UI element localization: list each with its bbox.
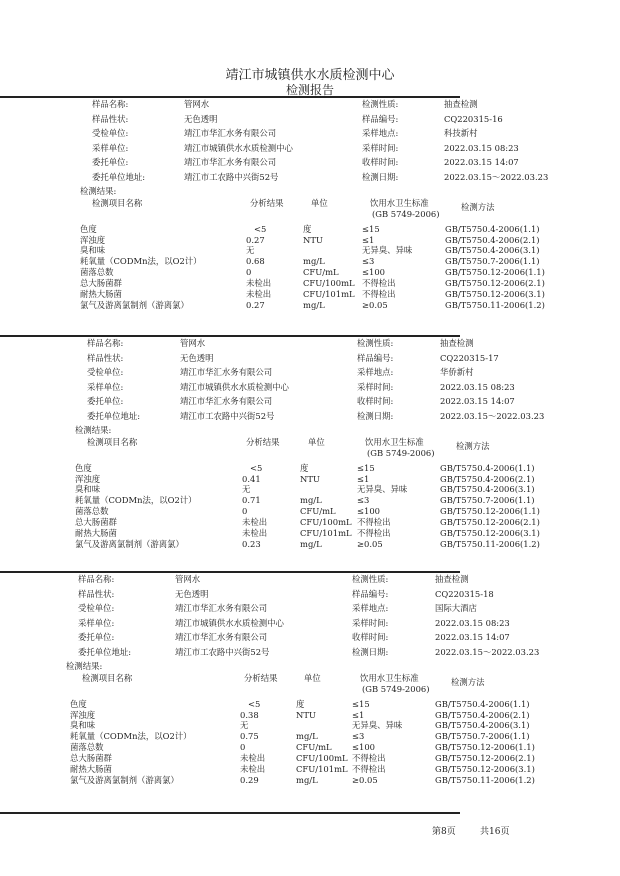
meta-value-sample-trait: 无色透明	[180, 352, 214, 363]
result-unit: CFU/101mL	[303, 289, 355, 299]
result-value: 未检出	[246, 278, 272, 289]
result-item: 色度	[70, 698, 87, 709]
result-standard: ≤15	[362, 223, 380, 234]
result-method: GB/T5750.12-2006(1.1)	[440, 506, 540, 517]
meta-label-sample-no: 样品编号:	[357, 352, 394, 363]
result-value: 0.38	[240, 709, 259, 720]
conclusion-label: 检测结果:	[75, 424, 112, 435]
col-header-std: 饮用水卫生标准	[365, 436, 424, 447]
result-unit: 度	[296, 698, 305, 709]
result-standard: ≥0.05	[352, 774, 378, 785]
result-item: 氯气及游离氯制剂（游离氯）	[70, 774, 179, 785]
col-header-item: 检测项目名称	[87, 436, 138, 447]
meta-value-commissioned: 靖江市华汇水务有限公司	[184, 128, 277, 139]
result-value: 0	[246, 267, 252, 278]
section-top-rule	[0, 571, 460, 573]
result-method: GB/T5750.4-2006(1.1)	[445, 223, 540, 234]
meta-label-sampler: 采样单位:	[92, 142, 129, 153]
result-method: GB/T5750.4-2006(3.1)	[445, 245, 540, 256]
col-header-method: 检测方法	[456, 440, 490, 451]
result-method: GB/T5750.12-2006(2.1)	[445, 278, 545, 289]
result-unit: mg/L	[296, 774, 318, 785]
col-header-item: 检测项目名称	[82, 672, 133, 683]
result-method: GB/T5750.4-2006(2.1)	[445, 234, 540, 245]
result-method: GB/T5750.12-2006(3.1)	[435, 764, 535, 774]
result-value: 未检出	[246, 289, 272, 299]
result-item: 臭和味	[80, 245, 106, 256]
result-unit: CFU/100mL	[303, 278, 355, 289]
meta-value-test-date: 2022.03.15～2022.03.23	[440, 411, 545, 421]
result-unit: CFU/mL	[296, 742, 332, 753]
bottom-rule	[0, 812, 460, 814]
result-item: 浑浊度	[80, 234, 106, 245]
meta-label-sampler: 采样单位:	[87, 381, 124, 392]
meta-value-site: 科技新村	[444, 128, 478, 139]
result-unit: 度	[303, 223, 312, 234]
result-value: 0.27	[246, 234, 265, 245]
meta-value-sampler: 靖江市城镇供水水质检测中心	[184, 142, 293, 153]
meta-value-test-date: 2022.03.15～2022.03.23	[444, 172, 549, 182]
result-item: 菌落总数	[70, 742, 104, 753]
result-method: GB/T5750.11-2006(1.2)	[445, 299, 545, 310]
meta-label-test-date: 检测日期:	[352, 647, 389, 657]
col-header-std: 饮用水卫生标准	[370, 197, 429, 208]
result-value: 0	[240, 742, 246, 753]
meta-label-site: 采样地点:	[362, 128, 399, 139]
col-header-unit: 单位	[304, 672, 321, 683]
report-subtitle: 检测报告	[285, 83, 334, 97]
result-method: GB/T5750.12-2006(2.1)	[435, 753, 535, 764]
result-value: 0.68	[246, 256, 265, 267]
meta-value-receive-time: 2022.03.15 14:07	[435, 632, 510, 643]
result-item: 菌落总数	[80, 267, 114, 278]
result-method: GB/T5750.12-2006(3.1)	[440, 528, 540, 538]
meta-value-sample-name: 管网水	[175, 574, 201, 584]
meta-value-commissioned: 靖江市华汇水务有限公司	[180, 367, 273, 378]
meta-value-client-addr: 靖江市工农路中兴街52号	[175, 647, 270, 657]
meta-label-site: 采样地点:	[352, 603, 389, 614]
meta-label-client: 委托单位:	[92, 157, 129, 168]
page-number: 第8页	[432, 827, 456, 837]
meta-value-receive-time: 2022.03.15 14:07	[440, 396, 515, 407]
meta-label-commissioned: 受检单位:	[92, 128, 129, 139]
result-item: 色度	[80, 223, 97, 234]
section-top-rule	[0, 335, 460, 337]
meta-label-sample-trait: 样品性状:	[87, 352, 124, 363]
result-standard: 不得检出	[352, 753, 386, 764]
meta-value-commissioned: 靖江市华汇水务有限公司	[175, 603, 268, 614]
meta-value-client: 靖江市华汇水务有限公司	[184, 157, 277, 168]
result-item: 总大肠菌群	[80, 278, 122, 289]
result-item: 臭和味	[70, 720, 96, 731]
result-standard: ≤15	[357, 462, 375, 473]
col-header-std-sub: (GB 5749-2006)	[372, 208, 440, 219]
result-unit: CFU/100mL	[300, 517, 352, 528]
result-standard: 不得检出	[357, 528, 391, 538]
meta-value-sample-trait: 无色透明	[184, 113, 218, 124]
result-method: GB/T5750.7-2006(1.1)	[435, 731, 530, 742]
result-unit: CFU/101mL	[300, 528, 352, 538]
col-header-result: 分析结果	[244, 672, 278, 683]
col-header-result: 分析结果	[250, 197, 284, 208]
result-method: GB/T5750.7-2006(1.1)	[440, 495, 535, 506]
result-value: 0.29	[240, 774, 259, 785]
result-value: <5	[248, 698, 261, 709]
result-method: GB/T5750.12-2006(1.1)	[435, 742, 535, 753]
meta-label-sample-time: 采样时间:	[362, 142, 399, 153]
result-standard: ≤100	[357, 506, 381, 517]
meta-label-sample-name: 样品名称:	[87, 338, 124, 348]
result-item: 耗氧量（CODMn法，以O2计）	[70, 731, 192, 742]
meta-value-client-addr: 靖江市工农路中兴街52号	[180, 411, 275, 421]
col-header-std-sub: (GB 5749-2006)	[362, 683, 430, 694]
result-standard: ≤1	[357, 473, 370, 484]
meta-label-sample-trait: 样品性状:	[92, 113, 129, 124]
result-item: 耐热大肠菌	[80, 289, 122, 299]
meta-label-test-date: 检测日期:	[357, 411, 394, 421]
meta-label-receive-time: 收样时间:	[362, 157, 399, 168]
result-standard: ≤3	[362, 256, 375, 267]
meta-label-sample-time: 采样时间:	[352, 617, 389, 628]
result-unit: CFU/mL	[300, 506, 336, 517]
result-item: 耗氧量（CODMn法，以O2计）	[75, 495, 197, 506]
meta-label-site: 采样地点:	[357, 367, 394, 378]
result-standard: ≤100	[352, 742, 376, 753]
meta-value-sample-name: 管网水	[184, 99, 210, 109]
conclusion-label: 检测结果:	[66, 660, 103, 671]
meta-value-sample-time: 2022.03.15 08:23	[444, 142, 519, 153]
meta-label-receive-time: 收样时间:	[357, 396, 394, 407]
meta-label-sample-time: 采样时间:	[357, 381, 394, 392]
meta-label-commissioned: 受检单位:	[87, 367, 124, 378]
meta-label-client-addr: 委托单位地址:	[78, 647, 132, 657]
meta-value-sampler: 靖江市城镇供水水质检测中心	[180, 381, 289, 392]
meta-value-site: 华侨新村	[440, 367, 474, 378]
result-standard: ≥0.05	[357, 538, 383, 549]
result-unit: CFU/100mL	[296, 753, 348, 764]
meta-value-sample-no: CQ220315-16	[444, 113, 503, 124]
result-standard: 不得检出	[357, 517, 391, 528]
result-standard: ≤1	[352, 709, 365, 720]
meta-label-client-addr: 委托单位地址:	[92, 172, 146, 182]
col-header-result: 分析结果	[246, 436, 280, 447]
col-header-unit: 单位	[308, 436, 325, 447]
result-unit: NTU	[300, 473, 320, 484]
result-value: <5	[254, 223, 267, 234]
result-standard: ≥0.05	[362, 299, 388, 310]
result-standard: ≤1	[362, 234, 375, 245]
result-unit: CFU/101mL	[296, 764, 348, 774]
result-standard: ≤3	[357, 495, 370, 506]
result-value: 无	[242, 484, 251, 495]
meta-value-client: 靖江市华汇水务有限公司	[180, 396, 273, 407]
result-standard: 不得检出	[352, 764, 386, 774]
meta-value-sample-no: CQ220315-17	[440, 352, 499, 363]
result-unit: 度	[300, 462, 309, 473]
result-unit: NTU	[296, 709, 316, 720]
col-header-method: 检测方法	[461, 201, 495, 212]
result-standard: 无异臭、异味	[357, 484, 408, 495]
result-item: 耐热大肠菌	[70, 764, 112, 774]
result-unit: mg/L	[303, 256, 325, 267]
result-item: 浑浊度	[75, 473, 101, 484]
result-unit: mg/L	[296, 731, 318, 742]
result-standard: 无异臭、异味	[362, 245, 413, 256]
meta-value-sample-trait: 无色透明	[175, 588, 209, 599]
result-standard: ≤100	[362, 267, 386, 278]
result-value: 未检出	[240, 764, 266, 774]
meta-label-nature: 检测性质:	[362, 99, 399, 109]
result-method: GB/T5750.11-2006(1.2)	[435, 774, 535, 785]
meta-value-test-date: 2022.03.15～2022.03.23	[435, 647, 540, 657]
result-method: GB/T5750.12-2006(1.1)	[445, 267, 545, 278]
meta-value-receive-time: 2022.03.15 14:07	[444, 157, 519, 168]
result-value: 无	[246, 245, 255, 256]
meta-label-sample-no: 样品编号:	[362, 113, 399, 124]
result-standard: 无异臭、异味	[352, 720, 403, 731]
meta-value-sample-time: 2022.03.15 08:23	[435, 617, 510, 628]
result-value: 无	[240, 720, 249, 731]
meta-value-sample-name: 管网水	[180, 338, 206, 348]
meta-label-commissioned: 受检单位:	[78, 603, 115, 614]
result-item: 耗氧量（CODMn法，以O2计）	[80, 256, 202, 267]
result-value: 未检出	[242, 528, 268, 538]
result-item: 臭和味	[75, 484, 101, 495]
result-method: GB/T5750.4-2006(1.1)	[435, 698, 530, 709]
meta-label-nature: 检测性质:	[352, 574, 389, 584]
meta-label-client: 委托单位:	[87, 396, 124, 407]
result-value: 0.41	[242, 473, 261, 484]
result-value: 0.71	[242, 495, 261, 506]
meta-value-nature: 抽查检测	[444, 99, 478, 109]
col-header-unit: 单位	[311, 197, 328, 208]
result-standard: 不得检出	[362, 289, 396, 299]
report-title: 靖江市城镇供水水质检测中心	[225, 68, 395, 83]
meta-value-sample-time: 2022.03.15 08:23	[440, 381, 515, 392]
meta-label-receive-time: 收样时间:	[352, 632, 389, 643]
result-unit: mg/L	[303, 299, 325, 310]
result-item: 氯气及游离氯制剂（游离氯）	[75, 538, 184, 549]
result-unit: mg/L	[300, 538, 322, 549]
result-item: 色度	[75, 462, 92, 473]
result-item: 总大肠菌群	[70, 753, 112, 764]
result-method: GB/T5750.12-2006(2.1)	[440, 517, 540, 528]
result-method: GB/T5750.7-2006(1.1)	[445, 256, 540, 267]
result-standard: ≤15	[352, 698, 370, 709]
section-top-rule	[0, 96, 460, 98]
meta-value-client-addr: 靖江市工农路中兴街52号	[184, 172, 279, 182]
meta-label-test-date: 检测日期:	[362, 172, 399, 182]
result-unit: CFU/mL	[303, 267, 339, 278]
result-method: GB/T5750.4-2006(1.1)	[440, 462, 535, 473]
meta-label-sample-name: 样品名称:	[92, 99, 129, 109]
meta-value-nature: 抽查检测	[435, 574, 469, 584]
result-item: 耐热大肠菌	[75, 528, 117, 538]
result-method: GB/T5750.4-2006(2.1)	[440, 473, 535, 484]
result-item: 氯气及游离氯制剂（游离氯）	[80, 299, 189, 310]
result-method: GB/T5750.12-2006(3.1)	[445, 289, 545, 299]
meta-label-sampler: 采样单位:	[78, 617, 115, 628]
result-value: 未检出	[242, 517, 268, 528]
result-value: 0	[242, 506, 248, 517]
meta-value-sampler: 靖江市城镇供水水质检测中心	[175, 617, 284, 628]
result-method: GB/T5750.4-2006(3.1)	[440, 484, 535, 495]
col-header-std: 饮用水卫生标准	[360, 672, 419, 683]
meta-label-sample-name: 样品名称:	[78, 574, 115, 584]
result-method: GB/T5750.4-2006(3.1)	[435, 720, 530, 731]
col-header-std-sub: (GB 5749-2006)	[367, 447, 435, 458]
meta-label-sample-trait: 样品性状:	[78, 588, 115, 599]
page-total: 共16页	[480, 827, 510, 837]
result-value: 0.27	[246, 299, 265, 310]
result-item: 总大肠菌群	[75, 517, 117, 528]
result-value: 未检出	[240, 753, 266, 764]
result-unit: NTU	[303, 234, 323, 245]
result-item: 菌落总数	[75, 506, 109, 517]
meta-value-client: 靖江市华汇水务有限公司	[175, 632, 268, 643]
col-header-method: 检测方法	[451, 676, 485, 687]
conclusion-label: 检测结果:	[80, 185, 117, 196]
result-value: 0.23	[242, 538, 261, 549]
result-item: 浑浊度	[70, 709, 96, 720]
meta-label-nature: 检测性质:	[357, 338, 394, 348]
result-value: <5	[250, 462, 263, 473]
meta-value-nature: 抽查检测	[440, 338, 474, 348]
result-standard: ≤3	[352, 731, 365, 742]
result-method: GB/T5750.11-2006(1.2)	[440, 538, 540, 549]
meta-value-site: 国际大酒店	[435, 603, 477, 614]
result-standard: 不得检出	[362, 278, 396, 289]
result-unit: mg/L	[300, 495, 322, 506]
result-method: GB/T5750.4-2006(2.1)	[435, 709, 530, 720]
meta-label-client-addr: 委托单位地址:	[87, 411, 141, 421]
meta-label-sample-no: 样品编号:	[352, 588, 389, 599]
meta-label-client: 委托单位:	[78, 632, 115, 643]
meta-value-sample-no: CQ220315-18	[435, 588, 494, 599]
col-header-item: 检测项目名称	[92, 197, 143, 208]
result-value: 0.75	[240, 731, 259, 742]
